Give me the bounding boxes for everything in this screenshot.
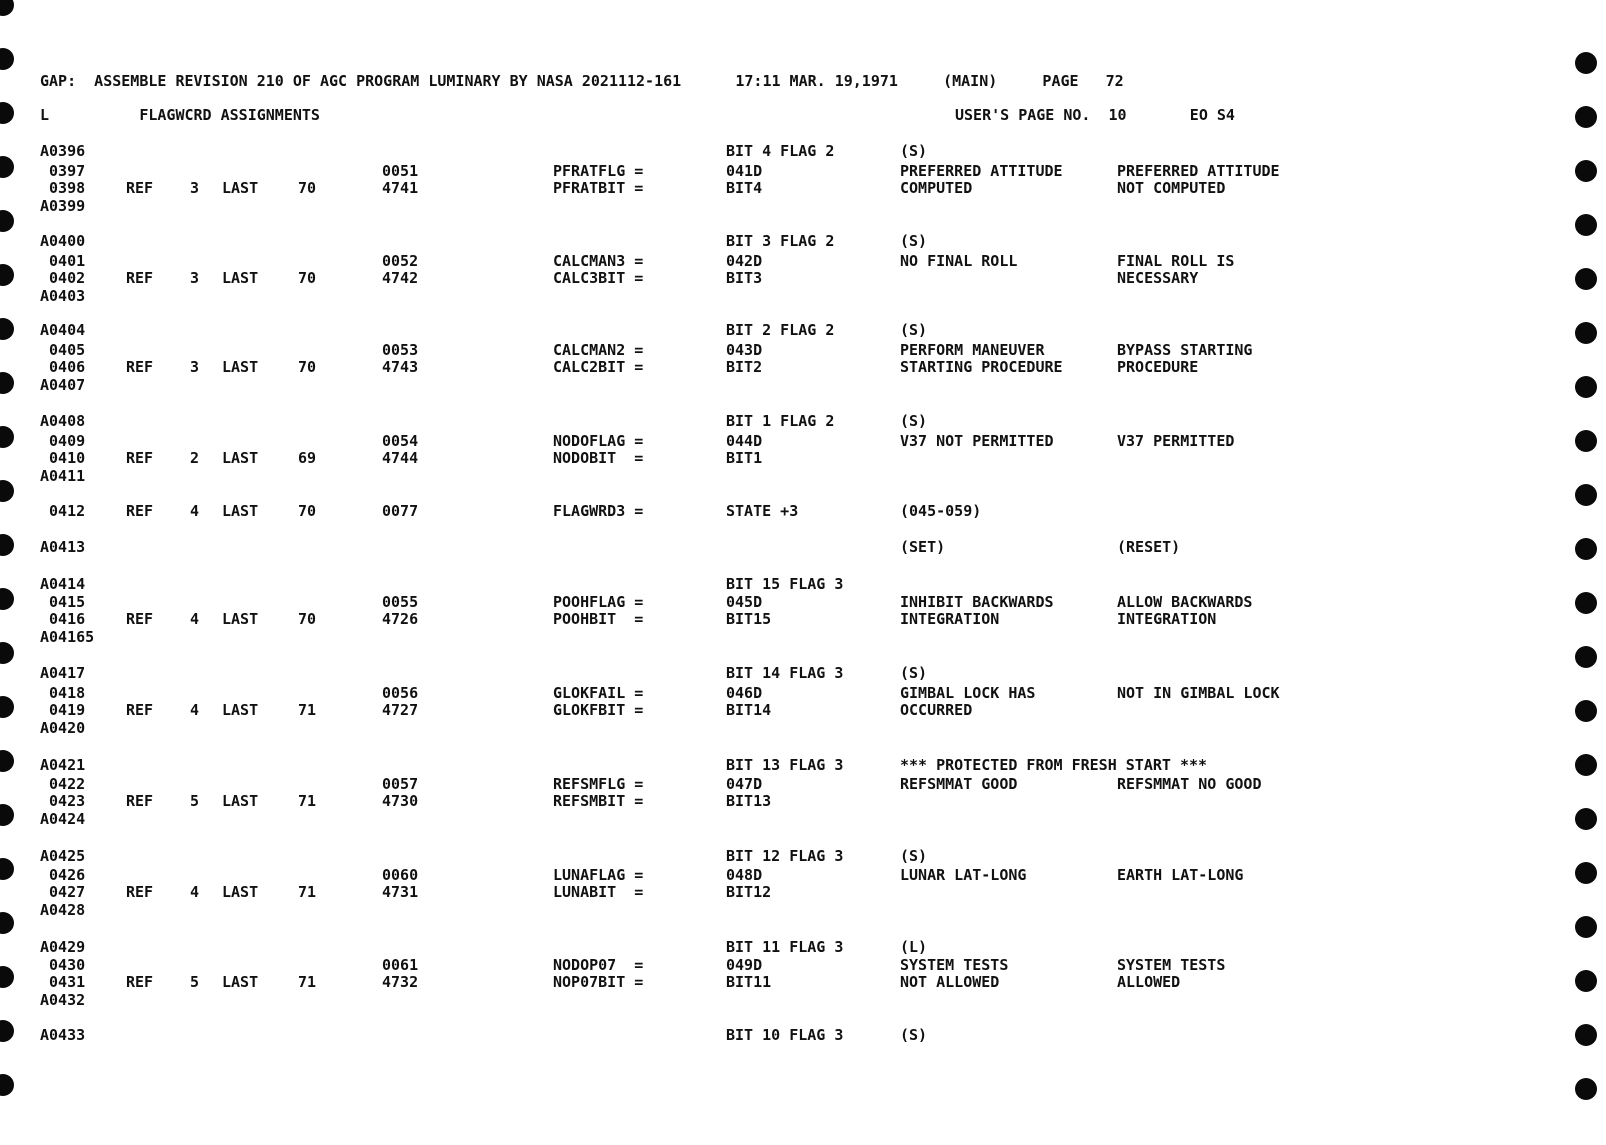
listing-val: BIT2 bbox=[726, 358, 763, 376]
listing-addr: 0061 bbox=[382, 956, 419, 974]
listing-ln: A0408 bbox=[40, 412, 86, 430]
listing-ln: 0397 bbox=[40, 162, 86, 180]
feed-hole bbox=[1575, 376, 1597, 398]
listing-ln: 0405 bbox=[40, 341, 86, 359]
feed-hole bbox=[1575, 808, 1597, 830]
listing-sym: NODOP07 = bbox=[553, 956, 644, 974]
listing-sym: CALCMAN3 = bbox=[553, 252, 644, 270]
listing-val: 045D bbox=[726, 593, 763, 611]
listing-addr: 0056 bbox=[382, 684, 419, 702]
listing-bit: BIT 14 FLAG 3 bbox=[726, 664, 844, 682]
listing-ln: A0420 bbox=[40, 719, 86, 737]
listing-pg: 70 bbox=[298, 269, 317, 287]
header-line: GAP: ASSEMBLE REVISION 210 OF AGC PROGRAM LUMINARY BY NASA 2021112-161 17:11 MAR. 19,1971 (MAIN) PAGE 72 bbox=[40, 72, 1124, 90]
feed-hole bbox=[1575, 970, 1597, 992]
listing-ln: A0432 bbox=[40, 991, 86, 1009]
listing-sym: GLOKFBIT = bbox=[553, 701, 644, 719]
listing-ln: A0425 bbox=[40, 847, 86, 865]
listing-c2: EARTH LAT-LONG bbox=[1117, 866, 1244, 884]
listing-c2: REFSMMAT NO GOOD bbox=[1117, 775, 1262, 793]
feed-hole bbox=[0, 210, 14, 232]
listing-c2: V37 PERMITTED bbox=[1117, 432, 1235, 450]
listing-sym: NOP07BIT = bbox=[553, 973, 644, 991]
feed-hole bbox=[0, 102, 14, 124]
listing-addr: 0054 bbox=[382, 432, 419, 450]
listing-pg: 70 bbox=[298, 502, 317, 520]
listing-sym: GLOKFAIL = bbox=[553, 684, 644, 702]
listing-note: (SET) bbox=[900, 538, 946, 556]
listing-val: 043D bbox=[726, 341, 763, 359]
listing-c1: STARTING PROCEDURE bbox=[900, 358, 1063, 376]
listing-last: LAST bbox=[222, 502, 259, 520]
feed-hole bbox=[0, 156, 14, 178]
listing-addr: 4742 bbox=[382, 269, 419, 287]
listing-val: BIT15 bbox=[726, 610, 772, 628]
listing-n: 3 bbox=[190, 358, 200, 376]
feed-hole bbox=[0, 750, 14, 772]
listing-ln: A0413 bbox=[40, 538, 86, 556]
listing-sym: LUNABIT = bbox=[553, 883, 644, 901]
feed-hole bbox=[0, 804, 14, 826]
listing-c1: PERFORM MANEUVER bbox=[900, 341, 1045, 359]
listing-addr: 0053 bbox=[382, 341, 419, 359]
feed-hole bbox=[1575, 754, 1597, 776]
listing-ln: 0412 bbox=[40, 502, 86, 520]
listing-c1: LUNAR LAT-LONG bbox=[900, 866, 1027, 884]
listing-ln: A0399 bbox=[40, 197, 86, 215]
listing-bit: BIT 2 FLAG 2 bbox=[726, 321, 835, 339]
listing-c1: COMPUTED bbox=[900, 179, 973, 197]
users-page-label: USER'S PAGE NO. 10 EO S4 bbox=[955, 106, 1235, 124]
feed-hole bbox=[0, 966, 14, 988]
listing-note: (045-059) bbox=[900, 502, 982, 520]
listing-ln: 0431 bbox=[40, 973, 86, 991]
feed-hole bbox=[0, 372, 14, 394]
feed-hole bbox=[1575, 52, 1597, 74]
listing-n: 3 bbox=[190, 179, 200, 197]
listing-c1: INTEGRATION bbox=[900, 610, 1000, 628]
feed-hole bbox=[0, 0, 14, 16]
listing-sym: FLAGWRD3 = bbox=[553, 502, 644, 520]
listing-addr: 4730 bbox=[382, 792, 419, 810]
listing-last: LAST bbox=[222, 358, 259, 376]
listing-n: 5 bbox=[190, 792, 200, 810]
feed-hole bbox=[0, 858, 14, 880]
listing-ref: REF bbox=[126, 610, 154, 628]
listing-n: 4 bbox=[190, 883, 200, 901]
listing-bit: BIT 11 FLAG 3 bbox=[726, 938, 844, 956]
listing-ref: REF bbox=[126, 973, 154, 991]
listing-last: LAST bbox=[222, 610, 259, 628]
section-title: L FLAGWCRD ASSIGNMENTS bbox=[40, 106, 320, 124]
listing-note: (L) bbox=[900, 938, 928, 956]
listing-note: (S) bbox=[900, 321, 928, 339]
listing-bit: BIT 4 FLAG 2 bbox=[726, 142, 835, 160]
listing-addr: 0055 bbox=[382, 593, 419, 611]
feed-hole bbox=[0, 426, 14, 448]
listing-last: LAST bbox=[222, 449, 259, 467]
listing-val: STATE +3 bbox=[726, 502, 799, 520]
listing-addr: 0060 bbox=[382, 866, 419, 884]
feed-hole bbox=[0, 264, 14, 286]
feed-hole bbox=[0, 912, 14, 934]
listing-ln: A0424 bbox=[40, 810, 86, 828]
listing-sym: REFSMFLG = bbox=[553, 775, 644, 793]
listing-addr: 4743 bbox=[382, 358, 419, 376]
listing-ln: A0433 bbox=[40, 1026, 86, 1044]
listing-pg: 70 bbox=[298, 179, 317, 197]
listing-note: (S) bbox=[900, 232, 928, 250]
feed-hole bbox=[0, 480, 14, 502]
listing-sym: CALCMAN2 = bbox=[553, 341, 644, 359]
listing-ln: A0407 bbox=[40, 376, 86, 394]
listing-val: BIT1 bbox=[726, 449, 763, 467]
listing-c2: NOT IN GIMBAL LOCK bbox=[1117, 684, 1280, 702]
listing-addr: 4726 bbox=[382, 610, 419, 628]
listing-ln: 0430 bbox=[40, 956, 86, 974]
listing-ln: A0428 bbox=[40, 901, 86, 919]
listing-pg: 69 bbox=[298, 449, 317, 467]
listing-sym: PFRATFLG = bbox=[553, 162, 644, 180]
feed-hole bbox=[0, 318, 14, 340]
listing-pg: 71 bbox=[298, 883, 317, 901]
listing-pg: 70 bbox=[298, 610, 317, 628]
listing-ref: REF bbox=[126, 502, 154, 520]
listing-c2: (RESET) bbox=[1117, 538, 1181, 556]
listing-bit: BIT 1 FLAG 2 bbox=[726, 412, 835, 430]
listing-ln: A04165 bbox=[40, 628, 95, 646]
listing-val: BIT11 bbox=[726, 973, 772, 991]
listing-c2: NOT COMPUTED bbox=[1117, 179, 1226, 197]
listing-ln: A0400 bbox=[40, 232, 86, 250]
listing-ref: REF bbox=[126, 792, 154, 810]
feed-hole bbox=[1575, 1078, 1597, 1100]
feed-hole bbox=[0, 1074, 14, 1096]
listing-c2: FINAL ROLL IS bbox=[1117, 252, 1235, 270]
listing-sym: CALC3BIT = bbox=[553, 269, 644, 287]
feed-hole bbox=[1575, 1024, 1597, 1046]
listing-n: 3 bbox=[190, 269, 200, 287]
feed-hole bbox=[0, 642, 14, 664]
listing-addr: 4741 bbox=[382, 179, 419, 197]
feed-hole bbox=[1575, 538, 1597, 560]
listing-c2: SYSTEM TESTS bbox=[1117, 956, 1226, 974]
feed-hole bbox=[1575, 484, 1597, 506]
listing-ln: 0402 bbox=[40, 269, 86, 287]
listing-addr: 0052 bbox=[382, 252, 419, 270]
listing-sym: POOHFLAG = bbox=[553, 593, 644, 611]
feed-hole bbox=[1575, 916, 1597, 938]
listing-val: 049D bbox=[726, 956, 763, 974]
listing-ln: 0409 bbox=[40, 432, 86, 450]
listing-note: *** PROTECTED FROM FRESH START *** bbox=[900, 756, 1208, 774]
listing-bit: BIT 10 FLAG 3 bbox=[726, 1026, 844, 1044]
feed-hole bbox=[1575, 700, 1597, 722]
listing-sym: PFRATBIT = bbox=[553, 179, 644, 197]
listing-val: BIT14 bbox=[726, 701, 772, 719]
listing-sym: REFSMBIT = bbox=[553, 792, 644, 810]
listing-note: (S) bbox=[900, 664, 928, 682]
listing-val: BIT3 bbox=[726, 269, 763, 287]
feed-hole bbox=[1575, 646, 1597, 668]
listing-pg: 71 bbox=[298, 701, 317, 719]
listing-c2: INTEGRATION bbox=[1117, 610, 1217, 628]
listing-ln: 0416 bbox=[40, 610, 86, 628]
feed-hole bbox=[1575, 322, 1597, 344]
listing-sym: POOHBIT = bbox=[553, 610, 644, 628]
listing-ref: REF bbox=[126, 883, 154, 901]
listing-val: BIT4 bbox=[726, 179, 763, 197]
listing-n: 4 bbox=[190, 502, 200, 520]
listing-note: (S) bbox=[900, 412, 928, 430]
listing-c1: INHIBIT BACKWARDS bbox=[900, 593, 1054, 611]
listing-pg: 71 bbox=[298, 792, 317, 810]
listing-val: BIT13 bbox=[726, 792, 772, 810]
listing-ln: A0404 bbox=[40, 321, 86, 339]
listing-n: 5 bbox=[190, 973, 200, 991]
listing-n: 2 bbox=[190, 449, 200, 467]
listing-n: 4 bbox=[190, 610, 200, 628]
listing-val: 044D bbox=[726, 432, 763, 450]
listing-c2: NECESSARY bbox=[1117, 269, 1199, 287]
listing-addr: 4732 bbox=[382, 973, 419, 991]
listing-ref: REF bbox=[126, 358, 154, 376]
listing-c2: ALLOW BACKWARDS bbox=[1117, 593, 1253, 611]
listing-last: LAST bbox=[222, 883, 259, 901]
feed-hole bbox=[1575, 430, 1597, 452]
feed-hole bbox=[0, 534, 14, 556]
feed-hole bbox=[0, 696, 14, 718]
listing-c1: SYSTEM TESTS bbox=[900, 956, 1009, 974]
listing-pg: 71 bbox=[298, 973, 317, 991]
listing-c1: NOT ALLOWED bbox=[900, 973, 1000, 991]
listing-ln: 0418 bbox=[40, 684, 86, 702]
listing-ln: 0398 bbox=[40, 179, 86, 197]
listing-bit: BIT 15 FLAG 3 bbox=[726, 575, 844, 593]
listing-addr: 0077 bbox=[382, 502, 419, 520]
listing-ref: REF bbox=[126, 179, 154, 197]
listing-c1: GIMBAL LOCK HAS bbox=[900, 684, 1036, 702]
feed-hole bbox=[1575, 160, 1597, 182]
listing-ref: REF bbox=[126, 701, 154, 719]
listing-val: 041D bbox=[726, 162, 763, 180]
feed-hole bbox=[1575, 592, 1597, 614]
listing-bit: BIT 13 FLAG 3 bbox=[726, 756, 844, 774]
listing-c2: ALLOWED bbox=[1117, 973, 1181, 991]
listing-ref: REF bbox=[126, 449, 154, 467]
listing-last: LAST bbox=[222, 269, 259, 287]
feed-hole bbox=[1575, 106, 1597, 128]
listing-ref: REF bbox=[126, 269, 154, 287]
listing-sym: NODOFLAG = bbox=[553, 432, 644, 450]
listing-bit: BIT 12 FLAG 3 bbox=[726, 847, 844, 865]
listing-ln: A0403 bbox=[40, 287, 86, 305]
listing-note: (S) bbox=[900, 847, 928, 865]
listing-addr: 4731 bbox=[382, 883, 419, 901]
listing-c1: OCCURRED bbox=[900, 701, 973, 719]
listing-ln: 0419 bbox=[40, 701, 86, 719]
listing-c2: PREFERRED ATTITUDE bbox=[1117, 162, 1280, 180]
listing-sym: LUNAFLAG = bbox=[553, 866, 644, 884]
feed-hole bbox=[1575, 862, 1597, 884]
listing-note: (S) bbox=[900, 1026, 928, 1044]
listing-sym: NODOBIT = bbox=[553, 449, 644, 467]
listing-c2: BYPASS STARTING bbox=[1117, 341, 1253, 359]
listing-val: BIT12 bbox=[726, 883, 772, 901]
listing-ln: A0421 bbox=[40, 756, 86, 774]
feed-hole bbox=[0, 1020, 14, 1042]
listing-val: 048D bbox=[726, 866, 763, 884]
listing-c1: PREFERRED ATTITUDE bbox=[900, 162, 1063, 180]
listing-ln: A0414 bbox=[40, 575, 86, 593]
listing-ln: A0396 bbox=[40, 142, 86, 160]
listing-ln: 0415 bbox=[40, 593, 86, 611]
listing-last: LAST bbox=[222, 973, 259, 991]
feed-hole bbox=[0, 48, 14, 70]
listing-addr: 4727 bbox=[382, 701, 419, 719]
listing-last: LAST bbox=[222, 179, 259, 197]
listing-c2: PROCEDURE bbox=[1117, 358, 1199, 376]
listing-c1: NO FINAL ROLL bbox=[900, 252, 1018, 270]
listing-addr: 0051 bbox=[382, 162, 419, 180]
listing-addr: 4744 bbox=[382, 449, 419, 467]
feed-hole bbox=[1575, 214, 1597, 236]
listing-pg: 70 bbox=[298, 358, 317, 376]
listing-last: LAST bbox=[222, 792, 259, 810]
listing-ln: A0411 bbox=[40, 467, 86, 485]
listing-val: 047D bbox=[726, 775, 763, 793]
listing-n: 4 bbox=[190, 701, 200, 719]
listing-addr: 0057 bbox=[382, 775, 419, 793]
listing-ln: 0410 bbox=[40, 449, 86, 467]
listing-ln: A0417 bbox=[40, 664, 86, 682]
listing-val: 042D bbox=[726, 252, 763, 270]
listing-ln: 0406 bbox=[40, 358, 86, 376]
feed-hole bbox=[0, 588, 14, 610]
feed-hole bbox=[1575, 268, 1597, 290]
listing-ln: A0429 bbox=[40, 938, 86, 956]
listing-note: (S) bbox=[900, 142, 928, 160]
listing-c1: REFSMMAT GOOD bbox=[900, 775, 1018, 793]
listing-ln: 0423 bbox=[40, 792, 86, 810]
listing-ln: 0426 bbox=[40, 866, 86, 884]
listing-ln: 0401 bbox=[40, 252, 86, 270]
listing-bit: BIT 3 FLAG 2 bbox=[726, 232, 835, 250]
listing-sym: CALC2BIT = bbox=[553, 358, 644, 376]
listing-last: LAST bbox=[222, 701, 259, 719]
listing-c1: V37 NOT PERMITTED bbox=[900, 432, 1054, 450]
listing-ln: 0427 bbox=[40, 883, 86, 901]
listing-val: 046D bbox=[726, 684, 763, 702]
listing-ln: 0422 bbox=[40, 775, 86, 793]
